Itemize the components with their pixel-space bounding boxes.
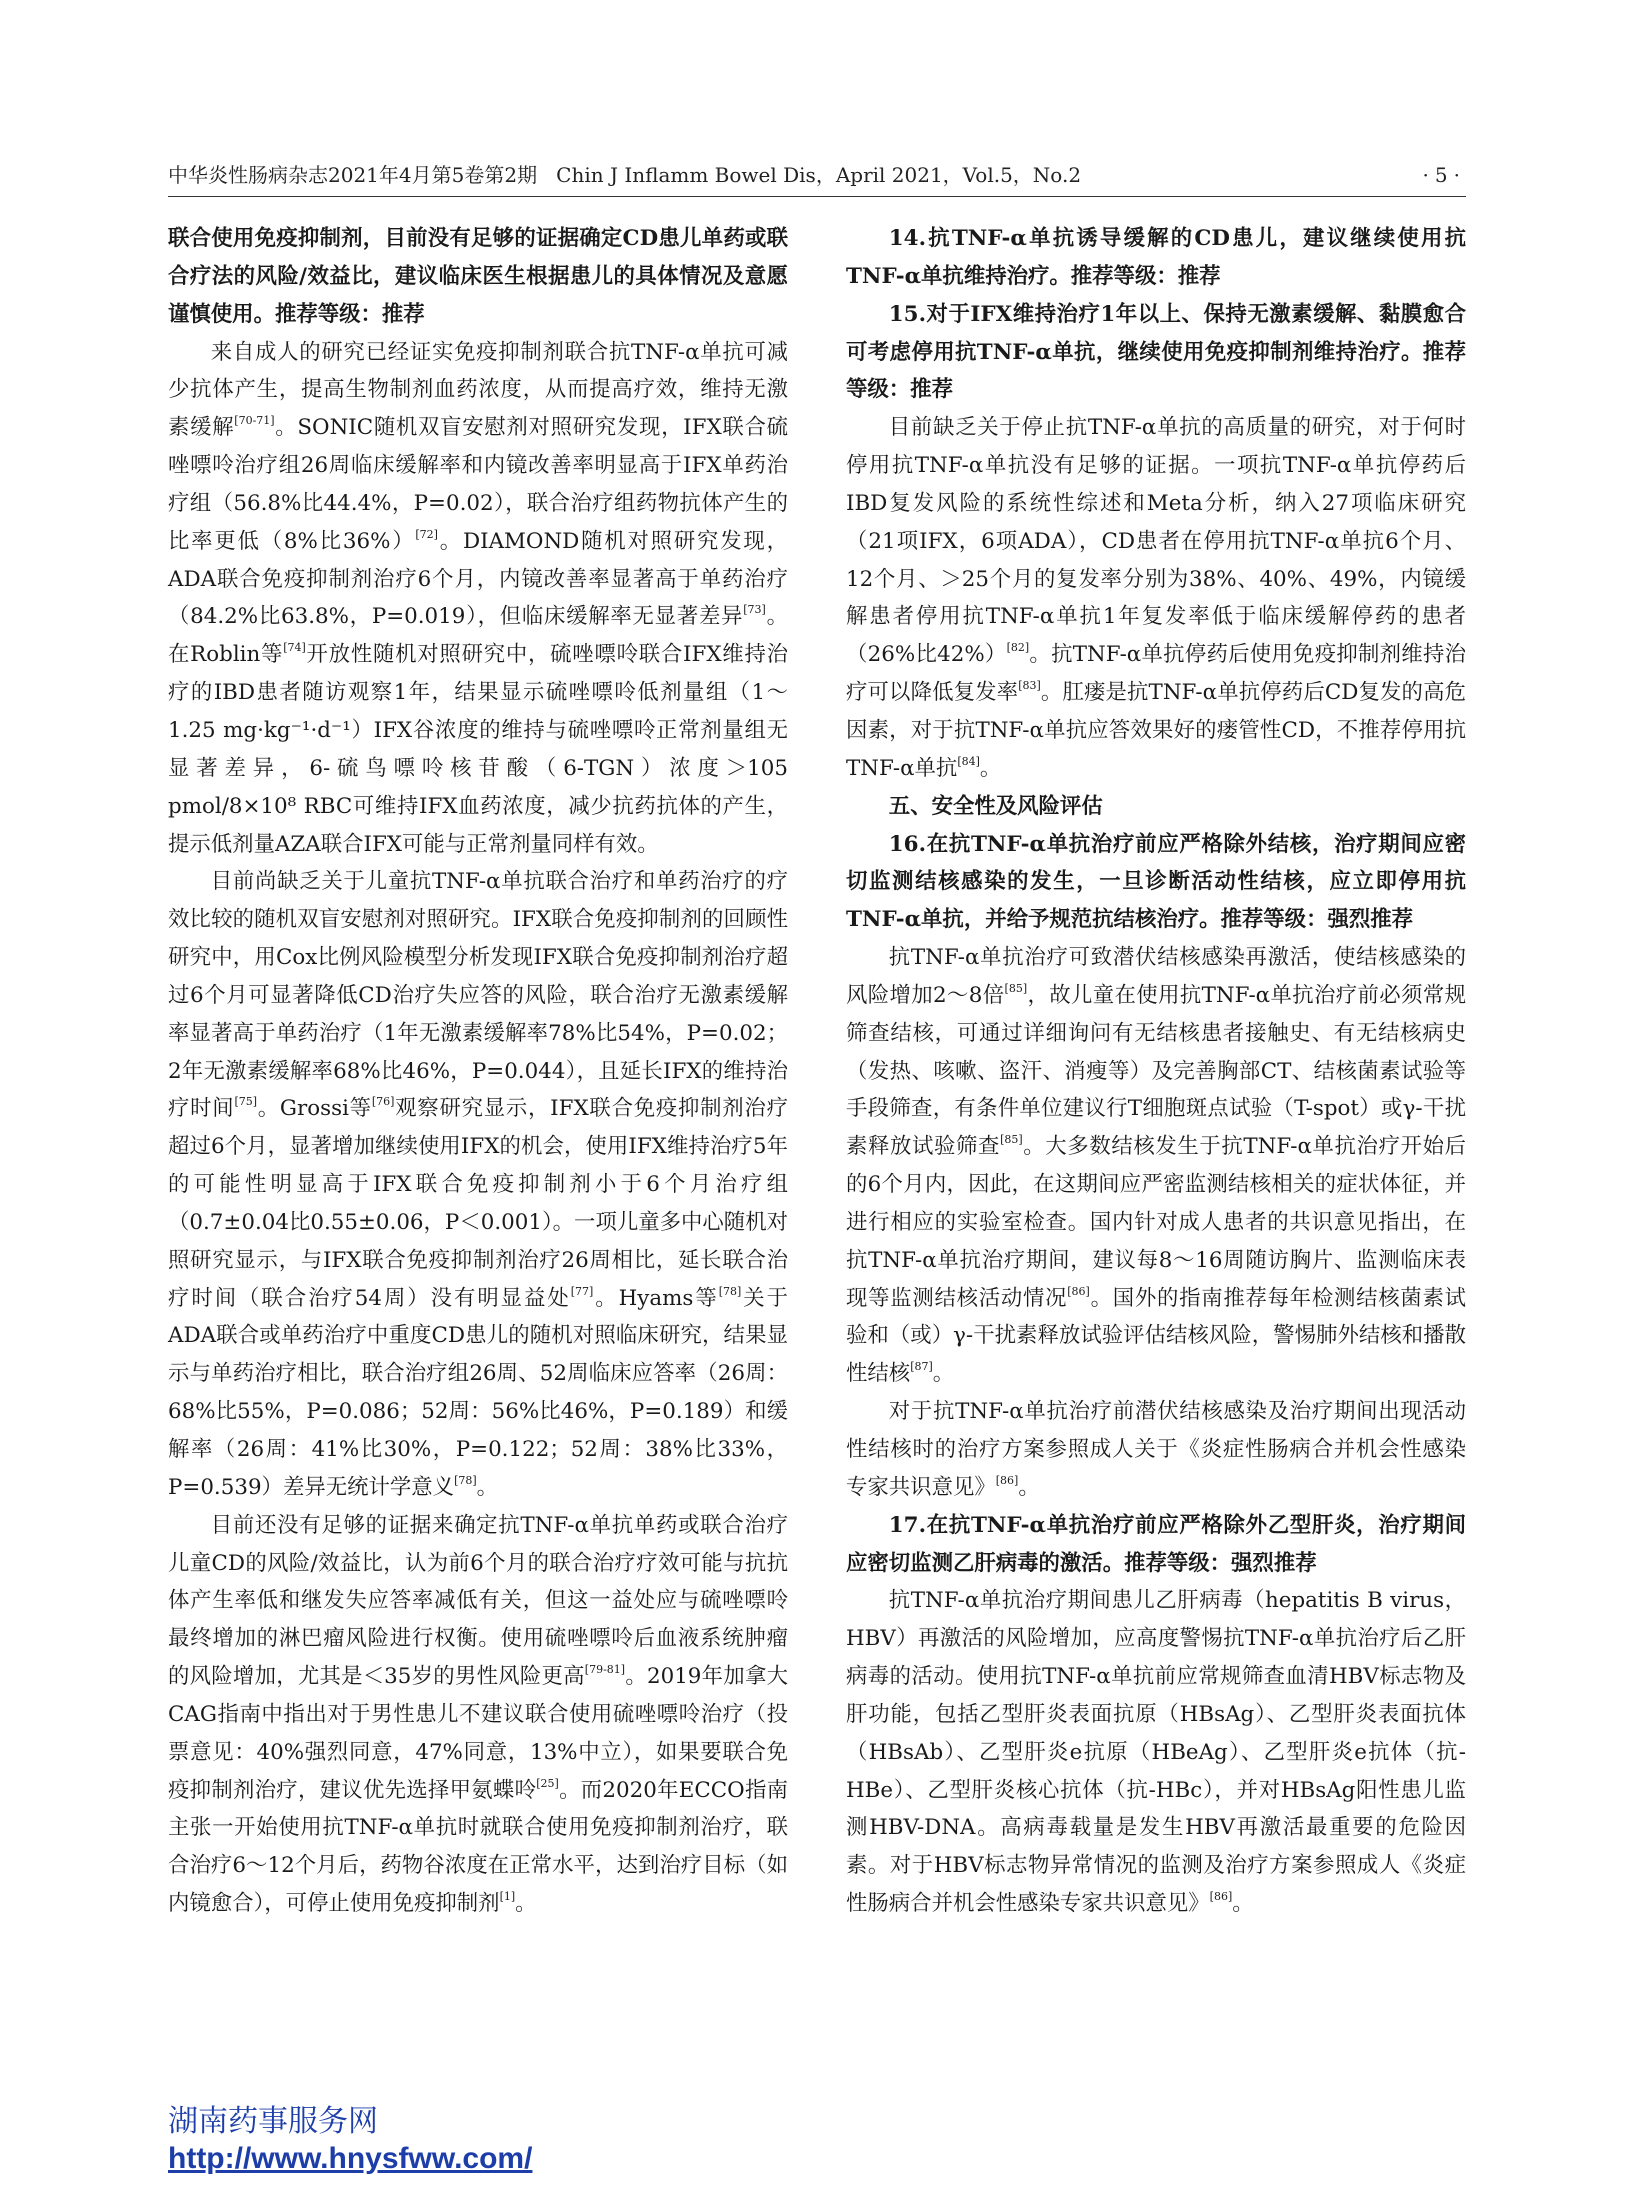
journal-title-en: Chin J Inflamm Bowel Dis，April 2021，Vol.5，No.2 bbox=[556, 163, 1082, 187]
citation: [85] bbox=[1004, 981, 1028, 995]
journal-title-cn: 中华炎性肠病杂志2021年4月第5卷第2期 bbox=[168, 163, 538, 187]
section-heading-safety: 五、安全性及风险评估 bbox=[888, 793, 1103, 819]
journal-citation bbox=[168, 160, 1081, 190]
citation: [83] bbox=[1018, 679, 1041, 693]
citation: [79-81] bbox=[584, 1663, 626, 1677]
paragraph-pediatric-evidence: 目前尚缺乏关于儿童抗TNF-α单抗联合治疗和单药治疗的疗效比较的随机双盲安慰剂对照研究。IFX联合免疫抑制剂的回顾性研究中，用Cox比例风险模型分析发现IFX联合免疫抑制剂治疗超过6个月可显著降低CD治疗失应答的风险，联合治疗无激素缓解率显著高于单药治疗（1年无激素缓解率78%比54%，P=0.02；2年无激素缓解率68%比46%，P=0.044），且延长IFX的维持治疗时间[75]。Grossi等[76]观察研究显示，IFX联合免疫抑制剂治疗超过6个月，显著增加继续使用IFX的机会，使用IFX维持治疗5年的可能性明显高于IFX联合免疫抑制剂小于6个月治疗组（0.7±0.04比0.55±0.06，P＜0.001）。一项儿童多中心随机对照研究显示，与IFX联合免疫抑制剂治疗26周相比，延长联合治疗时间（联合治疗54周）没有明显益处[77]。Hyams等[78]关于ADA联合或单药治疗中重度CD患儿的随机对照临床研究，结果显示与单药治疗相比，联合治疗组26周、52周临床应答率（26周：68%比55%，P=0.086；52周：56%比46%，P=0.189）和缓解率（26周：41%比30%，P=0.122；52周：38%比33%，P=0.539）差异无统计学意义[78]。 bbox=[168, 869, 788, 1500]
paragraph-tb-treatment: 对于抗TNF-α单抗治疗前潜伏结核感染及治疗期间出现活动性结核时的治疗方案参照成人关于《炎症性肠病合并机会性感染专家共识意见》[86]。 bbox=[846, 1399, 1466, 1500]
citation: [74] bbox=[283, 641, 306, 655]
recommendation-15: 15.对于IFX维持治疗1年以上、保持无激素缓解、黏膜愈合可考虑停用抗TNF-α单抗，继续使用免疫抑制剂维持治疗。推荐等级：推荐 bbox=[846, 301, 1466, 403]
citation: [86] bbox=[1209, 1890, 1233, 1904]
watermark-url-link[interactable]: http://www.hnysfww.com/ bbox=[168, 2142, 533, 2175]
citation: [78] bbox=[454, 1473, 477, 1487]
right-column bbox=[846, 220, 1466, 1923]
recommendation-17: 17.在抗TNF-α单抗治疗前应严格除外乙型肝炎，治疗期间应密切监测乙肝病毒的激活。推荐等级：强烈推荐 bbox=[846, 1512, 1466, 1576]
paragraph-risk-benefit: 目前还没有足够的证据来确定抗TNF-α单抗单药或联合治疗儿童CD的风险/效益比，认为前6个月的联合治疗疗效可能与抗抗体产生率低和继发失应答率减低有关，但这一益处应与硫唑嘌呤最终增加的淋巴瘤风险进行权衡。使用硫唑嘌呤后血液系统肿瘤的风险增加，尤其是＜35岁的男性风险更高[79-81]。2019年加拿大CAG指南中指出对于男性患儿不建议联合使用硫唑嘌呤治疗（投票意见：40%强烈同意，47%同意，13%中立），如果要联合免疫抑制剂治疗，建议优先选择甲氨蝶呤[25]。而2020年ECCO指南主张一开始使用抗TNF-α单抗时就联合使用免疫抑制剂治疗，联合治疗6～12个月后，药物谷浓度在正常水平，达到治疗目标（如内镜愈合），可停止使用免疫抑制剂[1]。 bbox=[168, 1512, 788, 1917]
citation: [25] bbox=[536, 1776, 559, 1790]
citation: [87] bbox=[910, 1360, 933, 1374]
citation: [77] bbox=[570, 1284, 594, 1298]
citation: [75] bbox=[234, 1095, 258, 1109]
paragraph-adult-evidence: 来自成人的研究已经证实免疫抑制剂联合抗TNF-α单抗可减少抗体产生，提高生物制剂血药浓度，从而提高疗效，维持无激素缓解[70-71]。SONIC随机双盲安慰剂对照研究发现，IFX联合硫唑嘌呤治疗组26周临床缓解率和内镜改善率明显高于IFX单药治疗组（56.8%比44.4%，P=0.02），联合治疗组药物抗体产生的比率更低（8%比36%）[72]。DIAMOND随机对照研究发现，ADA联合免疫抑制剂治疗6个月，内镜改善率显著高于单药治疗（84.2%比63.8%，P=0.019），但临床缓解率无显著差异[73]。在Roblin等[74]开放性随机对照研究中，硫唑嘌呤联合IFX维持治疗的IBD患者随访观察1年，结果显示硫唑嘌呤低剂量组（1～1.25 mg·kg⁻¹·d⁻¹）IFX谷浓度的维持与硫唑嘌呤正常剂量组无显著差异，6-硫鸟嘌呤核苷酸（6-TGN）浓度＞105 pmol/8×10⁸ RBC可维持IFX血药浓度，减少抗药抗体的产生，提示低剂量AZA联合IFX可能与正常剂量同样有效。 bbox=[168, 339, 789, 857]
recommendation-14: 14.抗TNF-α单抗诱导缓解的CD患儿，建议继续使用抗TNF-α单抗维持治疗。推荐等级：推荐 bbox=[846, 226, 1466, 289]
page-number: ·5· bbox=[1422, 163, 1466, 187]
paragraph-discontinuation: 目前缺乏关于停止抗TNF-α单抗的高质量的研究，对于何时停用抗TNF-α单抗没有足够的证据。一项抗TNF-α单抗停药后IBD复发风险的系统性综述和Meta分析，纳入27项临床研究（21项IFX，6项ADA），CD患者在停用抗TNF-α单抗6个月、12个月、＞25个月的复发率分别为38%、40%、49%，内镜缓解患者停用抗TNF-α单抗1年复发率低于临床缓解停药的患者（26%比42%）[82]。抗TNF-α单抗停药后使用免疫抑制剂维持治疗可以降低复发率[83]。肛瘘是抗TNF-α单抗停药后CD复发的高危因素，对于抗TNF-α单抗应答效果好的瘘管性CD，不推荐停用抗TNF-α单抗[84]。 bbox=[846, 415, 1466, 781]
citation: [78] bbox=[718, 1284, 742, 1298]
header-rule bbox=[168, 196, 1466, 197]
running-header bbox=[168, 160, 1466, 190]
citation: [72] bbox=[415, 527, 438, 541]
left-column bbox=[168, 220, 788, 1923]
recommendation-13-continued: 联合使用免疫抑制剂，目前没有足够的证据确定CD患儿单药或联合疗法的风险/效益比，建议临床医生根据患儿的具体情况及意愿谨慎使用。推荐等级：推荐 bbox=[168, 226, 788, 327]
recommendation-16: 16.在抗TNF-α单抗治疗前应严格除外结核，治疗期间应密切监测结核感染的发生，一旦诊断活动性结核，应立即停用抗TNF-α单抗，并给予规范抗结核治疗。推荐等级：强烈推荐 bbox=[846, 831, 1466, 933]
citation: [70-71] bbox=[234, 414, 275, 428]
citation: [85] bbox=[1000, 1133, 1023, 1147]
citation: [84] bbox=[957, 754, 980, 768]
citation: [73] bbox=[743, 603, 766, 617]
citation: [82] bbox=[1006, 641, 1030, 655]
paragraph-tuberculosis: 抗TNF-α单抗治疗可致潜伏结核感染再激活，使结核感染的风险增加2～8倍[85]，故儿童在使用抗TNF-α单抗治疗前必须常规筛查结核，可通过详细询问有无结核患者接触史、有无结核病史（发热、咳嗽、盗汗、消瘦等）及完善胸部CT、结核菌素试验等手段筛查，有条件单位建议行T细胞斑点试验（T-spot）或γ-干扰素释放试验筛查[85]。大多数结核发生于抗TNF-α单抗治疗开始后的6个月内，因此，在这期间应严密监测结核相关的症状体征，并进行相应的实验室检查。国内针对成人患者的共识意见指出，在抗TNF-α单抗治疗期间，建议每8～16周随访胸片、监测临床表现等监测结核活动情况[86]。国外的指南推荐每年检测结核菌素试验和（或）γ-干扰素释放试验评估结核风险，警惕肺外结核和播散性结核[87]。 bbox=[846, 945, 1466, 1387]
citation: [76] bbox=[371, 1095, 395, 1109]
citation: [86] bbox=[1067, 1284, 1090, 1298]
citation: [1] bbox=[499, 1890, 516, 1904]
citation: [86] bbox=[995, 1473, 1019, 1487]
watermark-site-name: 湖南药事服务网 bbox=[168, 2104, 378, 2139]
paragraph-hepatitis-b: 抗TNF-α单抗治疗期间患儿乙肝病毒（hepatitis B virus，HBV）再激活的风险增加，应高度警惕抗TNF-α单抗治疗后乙肝病毒的活动。使用抗TNF-α单抗前应常规筛查血清HBV标志物及肝功能，包括乙型肝炎表面抗原（HBsAg）、乙型肝炎表面抗体（HBsAb）、乙型肝炎e抗原（HBeAg）、乙型肝炎e抗体（抗-HBe）、乙型肝炎核心抗体（抗-HBc），并对HBsAg阳性患儿监测HBV-DNA。高病毒载量是发生HBV再激活最重要的危险因素。对于HBV标志物异常情况的监测及治疗方案参照成人《炎症性肠病合并机会性感染专家共识意见》[86]。 bbox=[846, 1588, 1466, 1917]
